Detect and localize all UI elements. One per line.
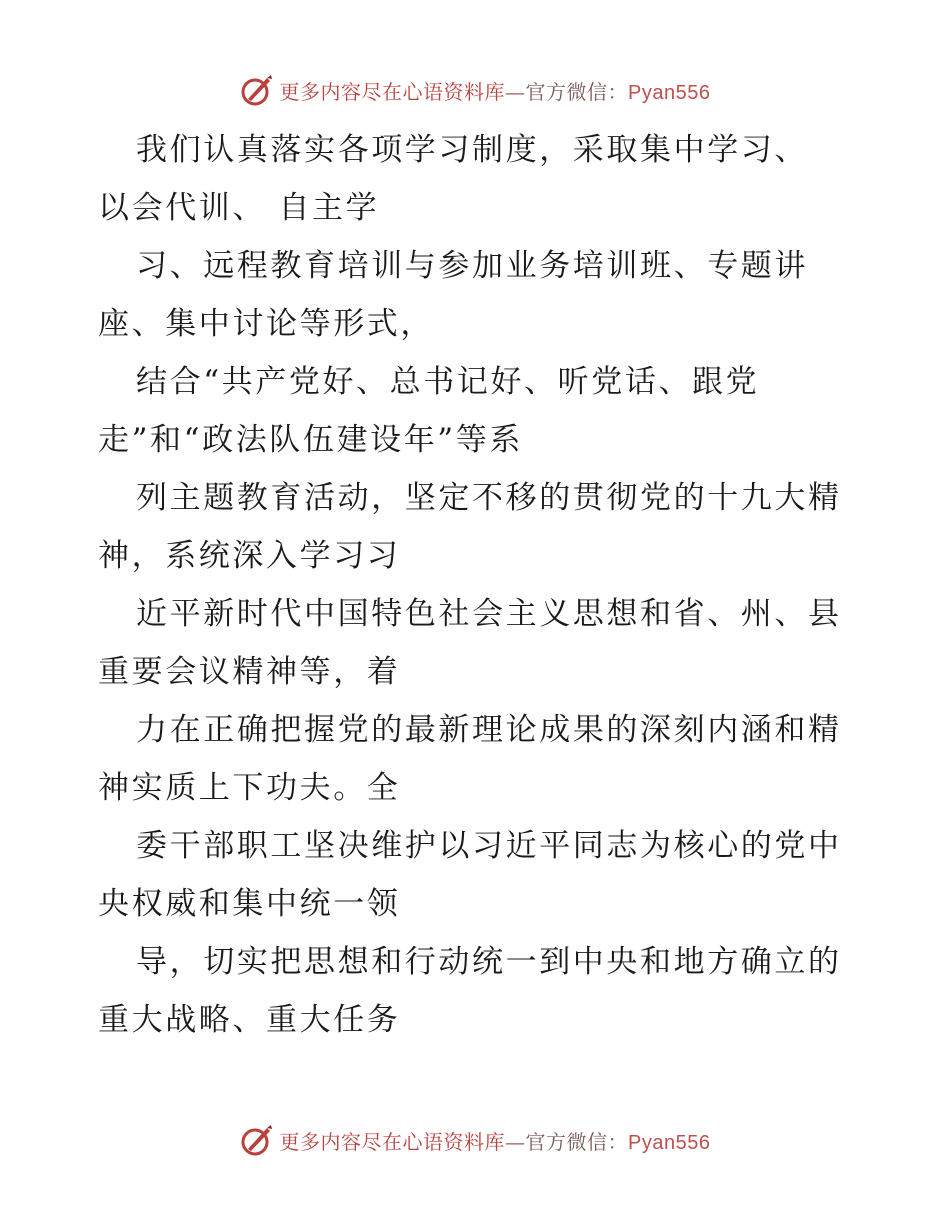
- body-line: 重要会议精神等，着: [98, 654, 401, 690]
- body-line: 结合“共产党好、总书记好、听党话、跟党: [136, 364, 760, 400]
- banner-site-text: 更多内容尽在心语资料库: [279, 79, 506, 104]
- banner-text: [280, 1126, 711, 1155]
- banner-wechat-id: Pyan556: [628, 1131, 711, 1154]
- footer-banner: [0, 1120, 950, 1160]
- body-line: 列主题教育活动，坚定不移的贯彻党的十九大精: [136, 480, 842, 516]
- body-line: 重大战略、重大任务: [98, 1002, 401, 1038]
- body-line: 神实质上下功夫。全: [98, 770, 401, 806]
- quill-pen-logo-icon: [240, 1123, 274, 1157]
- body-line: 我们认真落实各项学习制度，采取集中学习、: [136, 132, 808, 168]
- banner-text: [280, 76, 711, 105]
- banner-separator: —: [505, 1129, 526, 1154]
- body-line: 习、远程教育培训与参加业务培训班、专题讲: [136, 248, 808, 284]
- quill-pen-logo-icon: [240, 73, 274, 107]
- banner-site-text: 更多内容尽在心语资料库: [279, 1129, 506, 1154]
- banner-wechat-label: 官方微信：: [525, 1129, 629, 1154]
- banner-separator: —: [505, 79, 526, 104]
- header-banner: [0, 70, 950, 110]
- body-line: 近平新时代中国特色社会主义思想和省、州、县: [136, 596, 842, 632]
- document-body: [98, 121, 858, 1049]
- banner-wechat-label: 官方微信：: [525, 79, 629, 104]
- body-line: 央权威和集中统一领: [98, 886, 401, 922]
- body-line: 走”和“政法队伍建设年”等系: [98, 422, 523, 458]
- body-line: 委干部职工坚决维护以习近平同志为核心的党中: [136, 828, 842, 864]
- body-line: 以会代训、 自主学: [98, 190, 380, 226]
- banner-wechat-id: Pyan556: [628, 81, 711, 104]
- body-line: 导，切实把思想和行动统一到中央和地方确立的: [136, 944, 842, 980]
- body-line: 神，系统深入学习习: [98, 538, 401, 574]
- body-line: 力在正确把握党的最新理论成果的深刻内涵和精: [136, 712, 842, 748]
- body-line: 座、集中讨论等形式，: [98, 306, 434, 342]
